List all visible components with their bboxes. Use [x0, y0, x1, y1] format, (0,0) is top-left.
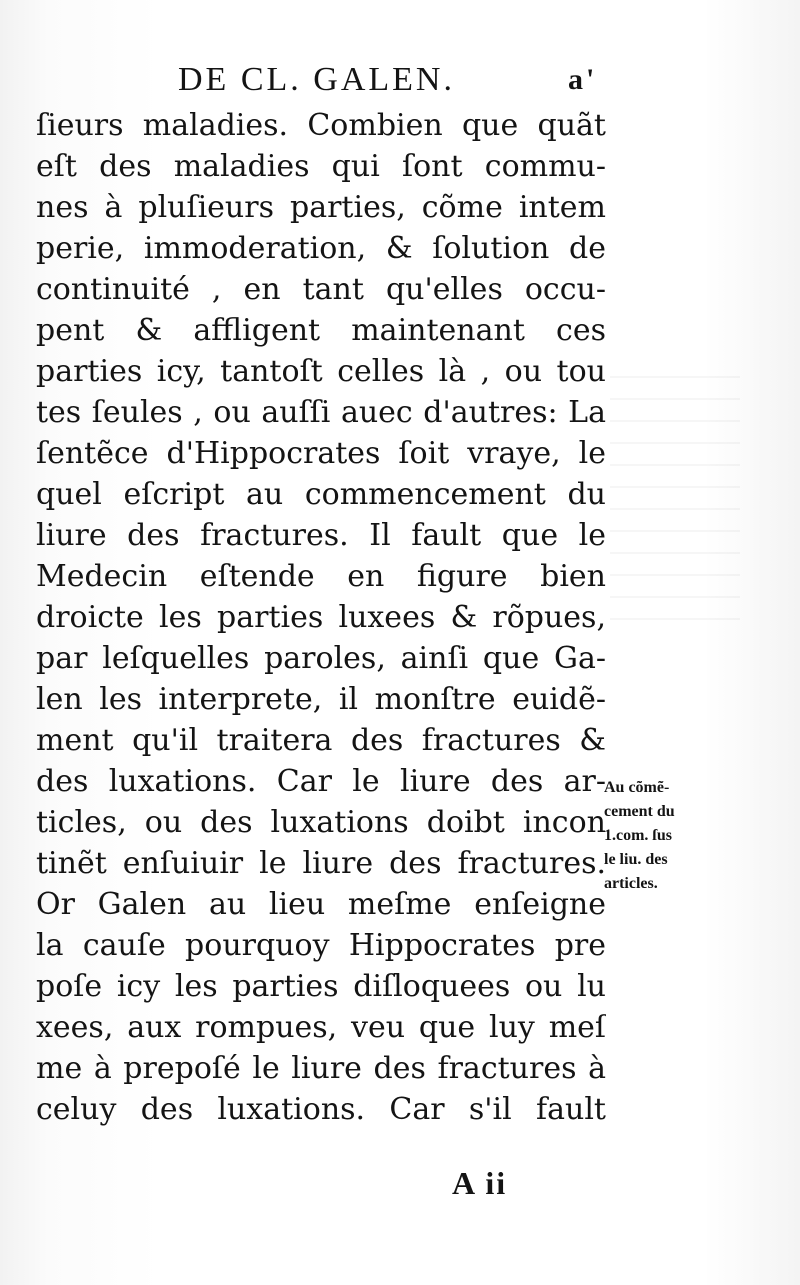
- text-line: liure des fractures. Il fault que le: [36, 518, 606, 553]
- text-line: ſentẽce d'Hippocrates ſoit vraye, le: [36, 436, 606, 471]
- text-line: tinẽt enſuiuir le liure des fractures.: [36, 846, 606, 881]
- text-line: eſt des maladies qui ſont commu-: [36, 149, 606, 184]
- marginal-note-line: cement du: [604, 803, 675, 820]
- marginal-note: [604, 776, 734, 896]
- text-line: Medecin eſtende en figure bien: [36, 559, 606, 594]
- marginal-note-line: Au cõmẽ-: [604, 779, 670, 796]
- text-line: parties icy, tantoſt celles là , ou tou: [36, 354, 606, 389]
- marginal-note-line: articles.: [604, 875, 658, 892]
- text-line: pent & affligent maintenant ces: [36, 313, 606, 348]
- running-head: [178, 58, 598, 102]
- marginal-note-line: 1.com. ſus: [604, 827, 672, 844]
- text-line: perie, immoderation, & ſolution de: [36, 231, 606, 266]
- text-line: poſe icy les parties diſloquees ou lu: [36, 969, 606, 1004]
- signature-mark: A ii: [452, 1165, 508, 1201]
- show-through-bleed: [610, 360, 740, 620]
- text-line: ment qu'il traitera des fractures &: [36, 723, 606, 758]
- text-line: des luxations. Car le liure des ar-: [36, 764, 606, 799]
- text-line: xees, aux rompues, veu que luy meſ: [36, 1010, 606, 1045]
- running-head-title: DE CL. GALEN.: [178, 61, 455, 98]
- folio-mark: a': [568, 63, 598, 96]
- text-line: la cauſe pourquoy Hippocrates pre: [36, 928, 606, 963]
- marginal-note-line: le liu. des: [604, 851, 668, 868]
- text-line: nes à pluſieurs parties, cõme intem: [36, 190, 606, 225]
- text-line: quel eſcript au commencement du: [36, 477, 606, 512]
- text-line: ticles, ou des luxations doibt incon: [36, 805, 606, 840]
- text-line: len les interprete, il monſtre euidẽ-: [36, 682, 606, 717]
- text-line: droicte les parties luxees & rõpues,: [36, 600, 606, 635]
- text-line: ſieurs maladies. Combien que quãt: [36, 108, 606, 143]
- text-line: Or Galen au lieu meſme enſeigne: [36, 887, 606, 922]
- text-line: continuité , en tant qu'elles occu-: [36, 272, 606, 307]
- text-line: par leſquelles paroles, ainſi que Ga-: [36, 641, 606, 676]
- text-line: tes ſeules , ou auſſi auec d'autres: La: [36, 395, 606, 430]
- text-line: me à prepoſé le liure des fractures à: [36, 1051, 606, 1086]
- body-text: [36, 105, 606, 1130]
- text-line: celuy des luxations. Car s'il fault: [36, 1092, 606, 1127]
